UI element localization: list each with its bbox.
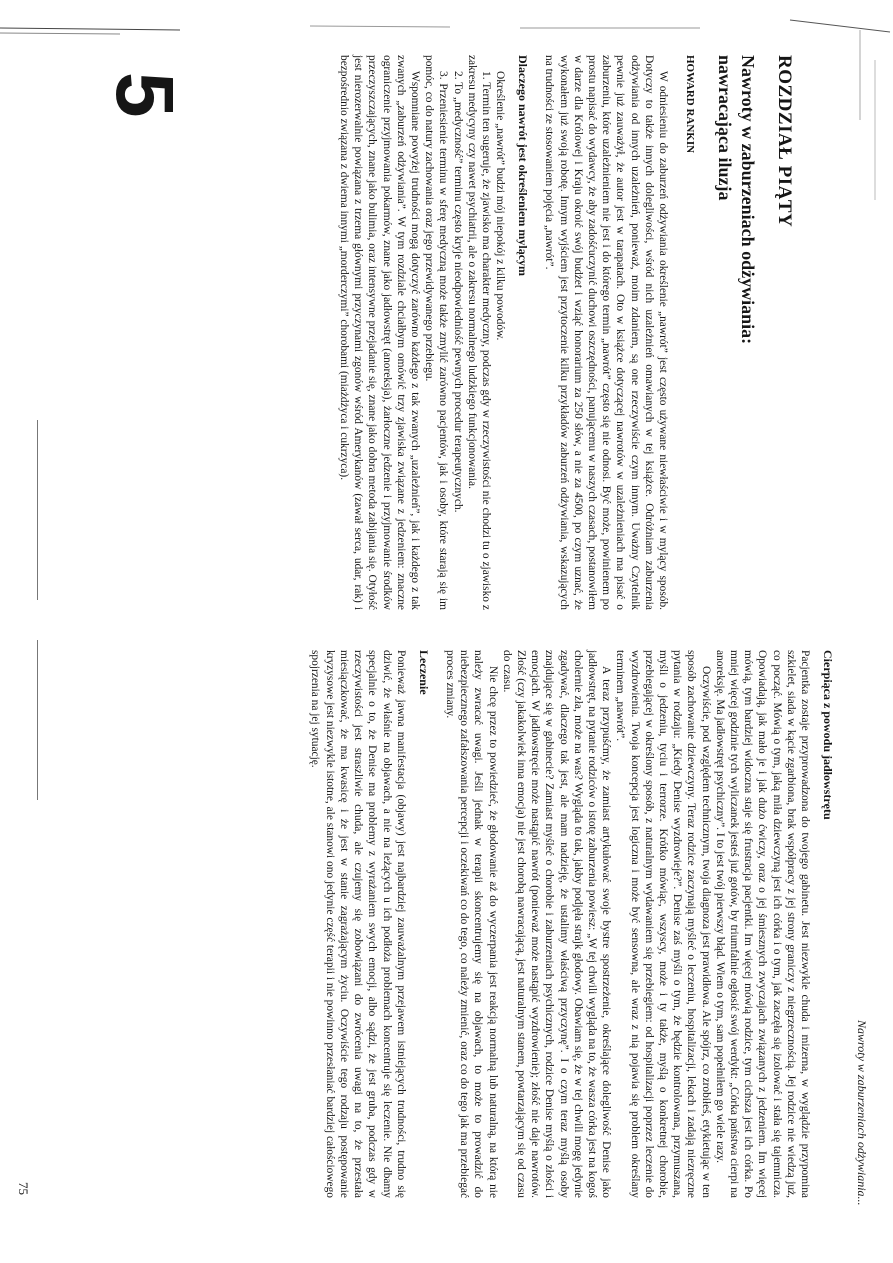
paragraph: Ponieważ jawna manifestacja (objawy) jest najbardziej zauważalnym przejawem istniejących trudności, trudno się dziwić, że właśnie na objawach, a nie na leżących u ich podłoża problemach koncentruje się leczenie. Nie dbamy specjalnie o to, że Denise ma problemy z wyrażaniem swych emocji, albo sądzi, że jest gruba, podczas gdy w rzeczywistości jest straszliwie chuda, ale czujemy się zobowiązani do zwrócenia uwagi na to, że przestała miesiączkować, że ma kwasicę i że jest w stanie zagrażającym życiu. Oczywiście tego rodzaju postępowanie kryzysowe jest niezwykle istotne, ale stanowi ono jedynie część terapii i nie powinno przesłaniać bardziej całościowego spojrzenia na jej sytuację. (309, 650, 407, 1198)
section-heading-misleading: Dlaczego nawrót jest określeniem mylącym (516, 55, 531, 277)
paragraph: A teraz przypuśćmy, że zamiast artykułować swoje bystre spostrzeżenie, określające dolegliwość Denise jako jadłowstręt, na pytanie rodziców o istotę zaburzenia powiesz: „W tej chwili wygląda na to, że wasza córka jest na kogoś cholernie zła, może na was? Wygląda to tak, jakby podjęła strajk głodowy. Obawiam się, że w tej chwili mogę jedynie zgadywać, dlaczego tak jest, ale mam nadzieję, że ustalimy właściwą przyczynę”. I o czym teraz myślą osoby znajdujące się w gabinecie? Zamiast myśleć o chorobie i zaburzeniach psychicznych, rodzice Denise myślą o złości i emocjach. W jadłowstręcie może nastąpić nawrót (ponieważ może nastąpić wyzdrowienie); złość nie daje nawrotów. Złość (czy jakakolwiek inna emocja) nie jest chorobą nawracającą, jest naturalnym stanem, powtarzającym się od czasu do czasu. (500, 650, 613, 1198)
left-page (337, 55, 835, 610)
left-body (337, 55, 670, 610)
paragraph: Określenie „nawrót” budzi mój niepokój z kilku powodów. (494, 71, 507, 341)
chapter-title-line2: nawracająca iluzja (715, 55, 736, 201)
paragraph: 3. Przeniesienie terminu w sferę medyczną może także zmylić zarówno pacjentów, jak i osoby, które starają się im pomóc, co do natury zachowania oraz jego przewidywanego przebiegu. (423, 55, 450, 610)
intro-paragraph: W odniesieniu do zaburzeń odżywiania określenie „nawrót” jest często używane niewłaściwie i w mylący sposób. Dotyczy to także innych dolegliwości, wśród nich uzależnień omawianych w tej książce. Odróżniam zaburzenia odżywiania od innych uzależnień, ponieważ, moim zdaniem, są one rzeczywiście czym innym. Uważny Czytelnik pewnie już zauważył, że autor jest w tarapatach. Oto w książce dotyczącej nawrotów w uzależnieniach ma pisać o zaburzeniu, które uzależnieniem nie jest i do którego termin „nawrót” często się nie odnosi. Być może, powinienem po prostu napisać do wydawcy, że aby zadośćuczynić duchowi oszczędności, panującemu w naszych czasach, postanowiłem w darze dla Królowej i Kraju okroić swój budżet i wziąć honorarium za 250 słów, a nie za 4500, po czym uznać, że wykonałem już swoją robotę. Innym wyjściem jest przytoczenie kilku przykładów zaburzeń odżywiania, wskazujących na trudności ze stosowaniem pojęcia „nawrót”. (543, 55, 669, 610)
paragraph: Nie chcę przez to powiedzieć, że głodowanie aż do wyczerpania jest reakcją normalną lub naturalną, na którą nie należy zwracać uwagi. Jeśli jednak w terapii skoncentrujemy się na objawach, to może to prowadzić do niebezpiecznego zafałszowania percepcji i oczekiwań co do tego, co należy zmienić, oraz co do tego jak ma przebiegać proces zmiany. (443, 650, 499, 1198)
paragraph: 1. Termin ten sugeruje, że zjawisko ma charakter medyczny, podczas gdy w rzeczywistości nie chodzi tu o zjawisko z zakresu medycyny czy nawet psychiatrii, ale o zakresu normalnego ludzkiego funkcjonowania. (465, 55, 492, 610)
paragraph: Pacjentka zostaje przyprowadzona do twojego gabinetu. Jest niezwykle chuda i mizerna, w wyglądzie przypomina szkielet, siada w kącie zgarbiona, brak współpracy z jej strony graniczy z niegrzecznością. Jej rodzice nie wiedzą już, co począć. Mówią o tym, jaką miła dziewczyną jest ich córka i o tym, jak zaczęła się izolować i stała się tajemnicza. Opowiadają, jak mało je i jak dużo ćwiczy, oraz o jej śmiesznych zwyczajach związanych z jedzeniem. Im więcej mówią, tym bardziej widoczna staje się frustracja pacjentki. Im więcej mówią rodzice, tym cichsza jest ich córka. Po mniej więcej godzinie tych wyliczanek jesteś już gotów, by triumfalnie ogłosić swój werdykt: „Córka państwa cierpi na anoreksję. Ma jadłowstręt psychiczny”. I to jest twój pierwszy błąd. Wiem o tym, sam popełniłem go wiele razy. (713, 650, 811, 1198)
right-page (308, 650, 835, 1198)
divider-line (37, 640, 38, 800)
paragraph: 2. To „medyczność” terminu często kryje nieodpowiedniość pewnych procedur terapeutycznych. (451, 71, 464, 513)
page-number: 75 (16, 1182, 31, 1195)
chapter-title-line1: Nawroty w zaburzeniach odżywiania: (738, 55, 758, 345)
paragraph: Oczywiście, pod względem technicznym, twoja diagnoza jest prawidłowa. Ale spójrz, co zrobiłeś, etykietując w ten sposób zachowanie dziewczyny. Teraz rodzice zaczynają myśleć o leczeniu, hospitalizacji, lekach i zadają niezręczne pytania w rodzaju: „Kiedy Denise wyzdrowieje?”. Denise zaś myśli o tym, że będzie kontrolowana, przymuszana, myśli o jedzeniu, tyciu i terrorze. Krótko mówiąc, wszyscy, może i ty także, myślą o konkretnej chorobie, przebiegającej w określony sposób, z naturalnym wydawaniem się przebiegiem: od hospitalizacji poprzez leczenie do wyzdrowienia. Twoja koncepcja jest logiczna i może być sensowna, ale wraz z nią pojawia się problem określany terminem „nawrót”. (614, 650, 712, 1198)
chapter-label: ROZDZIAŁ PIĄTY (774, 55, 795, 228)
chapter-title (714, 55, 759, 610)
paragraph: Wspomniane powyżej trudności mogą dotyczyć zarówno każdego z tak zwanych „uzależnień”, jak i każdego z tak zwanych „zaburzeń odżywiania”. W tym rozdziale chciałbym omówić trzy zjawiska związane z jedzeniem: znaczne ograniczenie przyjmowania pokarmów, znane jako jadłowstręt (anoreksja), żarłoczne jedzenie i przyjmowanie środków przeczyszczających, znane jako bulimia, oraz intensywne przejadanie się, znane jako dobra metoda zabijania się. Otyłość jest nierozerwalnie powiązana z trzema głównymi przyczynami zgonów wśród Amerykanów (zawał serca, udar, rak) i bezpośrednio związana z dwiema innymi „morderczymi” chorobami (miażdżyca i cukrzyca). (337, 55, 421, 610)
chapter-numeral: 5 (99, 72, 190, 118)
running-head: Nawroty w zaburzeniach odżywiania... (855, 1020, 869, 1206)
section-heading-treatment: Leczenie (416, 650, 431, 695)
author: HOWARD RANKIN (684, 55, 696, 154)
section-heading-anorexia: Cierpiąca z powodu jadłowstrętu (821, 650, 835, 820)
divider-line (37, 420, 38, 600)
